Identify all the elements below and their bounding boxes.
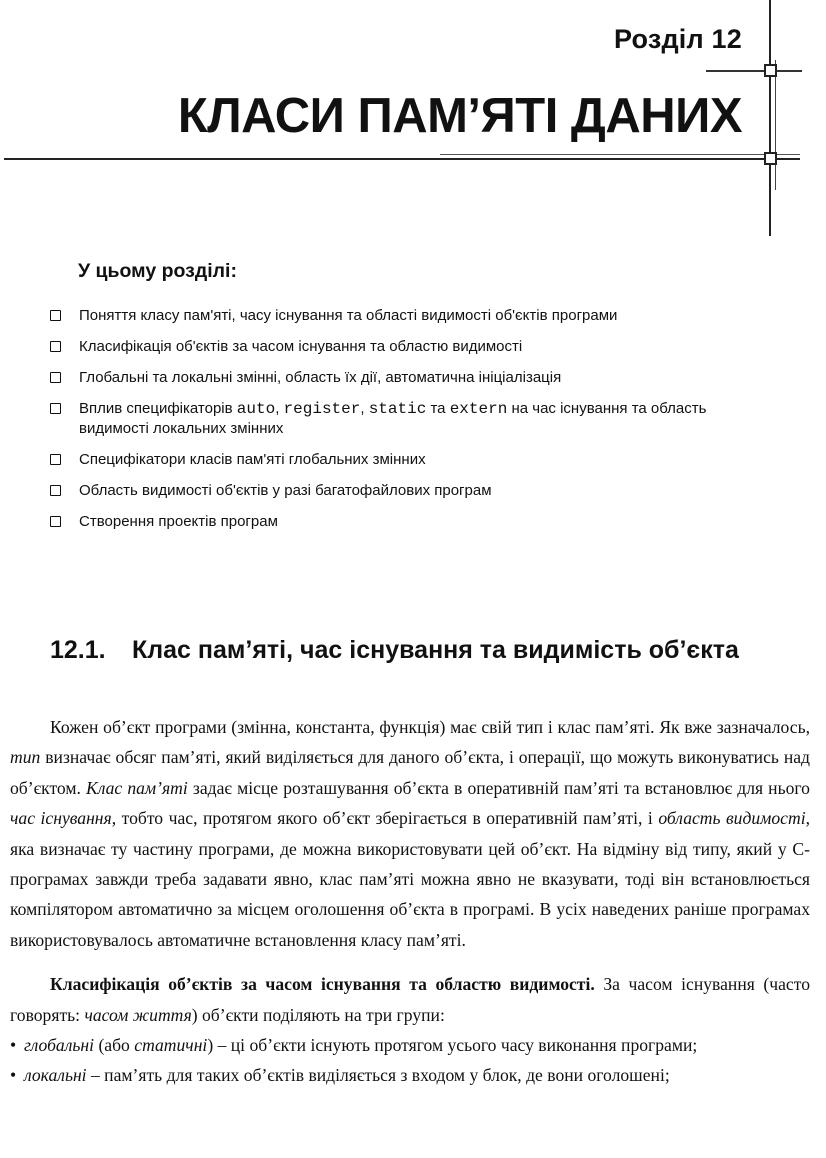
toc-item — [48, 399, 768, 438]
toc-list — [48, 306, 768, 543]
toc-item — [48, 306, 768, 325]
text-run: (або — [98, 1035, 130, 1056]
toc-item-text: Класифікація об'єктів за часом існування та областю видимості — [79, 338, 523, 355]
italic-term: Клас пам’яті — [86, 777, 188, 798]
decor-horizontal-line-top — [706, 70, 802, 72]
italic-term: тип — [10, 747, 41, 768]
toc-heading: У цьому розділі: — [78, 260, 237, 282]
toc-sep: , — [275, 400, 280, 417]
toc-item — [48, 337, 768, 356]
bullet-item — [10, 1060, 810, 1090]
paragraph — [10, 969, 810, 1030]
decor-vertical-line-thin — [775, 60, 776, 190]
toc-item-text-pre: Вплив специфікаторів — [79, 400, 233, 417]
italic-term: область видимості — [658, 808, 806, 829]
toc-item — [48, 450, 768, 469]
body-text — [10, 712, 810, 1091]
italic-term: глобальні — [24, 1035, 95, 1056]
text-run: ) об’єкти поділяють на три групи: — [191, 1004, 445, 1025]
decor-vertical-line — [769, 0, 771, 236]
bold-lead: Класифікація об’єктів за часом існування та областю видимості. — [50, 974, 595, 995]
code-static: static — [368, 400, 427, 418]
bullet-dot-icon: • — [10, 1065, 17, 1086]
text-run: – пам’ять для таких об’єктів виділяється з входом у блок, де вони оголошені; — [90, 1065, 670, 1086]
paragraph — [10, 712, 810, 955]
toc-item — [48, 368, 768, 387]
code-extern: extern — [449, 400, 508, 418]
decor-node-bottom — [764, 152, 777, 165]
bullet-item — [10, 1030, 810, 1060]
text-run: задає місце розташування об’єкта в оперативній пам’яті та встановлює для нього — [192, 777, 810, 798]
toc-item-text: Поняття класу пам'яті, часу існування та області видимості об'єктів програми — [79, 307, 618, 324]
checkbox-icon — [50, 310, 61, 321]
toc-item — [48, 481, 768, 500]
section-heading — [50, 632, 770, 669]
text-run: , тобто час, протягом якого об’єкт зберігається в оперативній пам’яті, і — [111, 808, 653, 829]
text-run: визначає обсяг пам’яті, який виділяється для даного об’єкта, і операції, що можуть виконуватись над об’єктом. — [10, 747, 810, 798]
checkbox-icon — [50, 341, 61, 352]
text-run: За часом існування (часто говорять: — [10, 974, 810, 1025]
italic-term: локальні — [24, 1065, 87, 1086]
chapter-label: Розділ 12 — [613, 24, 742, 54]
text-run: , яка визначає ту частину програми, де можна використовувати цей об’єкт. На відміну від типу, який у С-програмах завжди треба задавати явно, клас пам’яті можна явно не вказувати, тоді він встановлюється компілятором автоматично за місцем оголошення об’єкта в програмі. В усіх наведених раніше програмах використовувалось автоматичне встановлення класу пам’яті. — [10, 808, 810, 950]
toc-item-text: Глобальні та локальні змінні, область їх дії, автоматична ініціалізація — [79, 369, 562, 386]
checkbox-icon — [50, 372, 61, 383]
toc-item — [48, 512, 768, 531]
code-auto: auto — [236, 400, 276, 418]
chapter-title: КЛАСИ ПАМ’ЯТІ ДАНИХ — [177, 89, 742, 143]
decor-node-top — [764, 64, 777, 77]
toc-item-text-mid: та — [430, 400, 446, 417]
checkbox-icon — [50, 403, 61, 414]
checkbox-icon — [50, 454, 61, 465]
section-number: 12.1. — [50, 636, 106, 664]
decor-horizontal-line-bottom — [4, 158, 800, 160]
toc-item-text-post: на час існування та область видимості локальних змінних — [79, 400, 707, 437]
toc-item-text: Створення проектів програм — [79, 513, 278, 530]
italic-term: час існування — [10, 808, 112, 829]
code-register: register — [283, 400, 361, 418]
bullet-dot-icon: • — [10, 1035, 17, 1056]
section-title: Клас пам’яті, час існування та видимість об’єкта — [132, 636, 739, 664]
text-run: ) – ці об’єкти існують протягом усього часу виконання програми; — [207, 1035, 698, 1056]
toc-sep: , — [360, 400, 365, 417]
decor-horizontal-line-bottom-thin — [440, 154, 800, 155]
toc-item-text: Область видимості об'єктів у разі багатофайлових програм — [79, 482, 492, 499]
italic-term: статичні — [134, 1035, 208, 1056]
text-run: Кожен об’єкт програми (змінна, константа, функція) має свій тип і клас пам’яті. Як вже зазначалось, — [50, 717, 810, 737]
italic-term: часом життя — [84, 1004, 192, 1025]
toc-item-text: Специфікатори класів пам'яті глобальних змінних — [79, 451, 426, 468]
checkbox-icon — [50, 516, 61, 527]
checkbox-icon — [50, 485, 61, 496]
